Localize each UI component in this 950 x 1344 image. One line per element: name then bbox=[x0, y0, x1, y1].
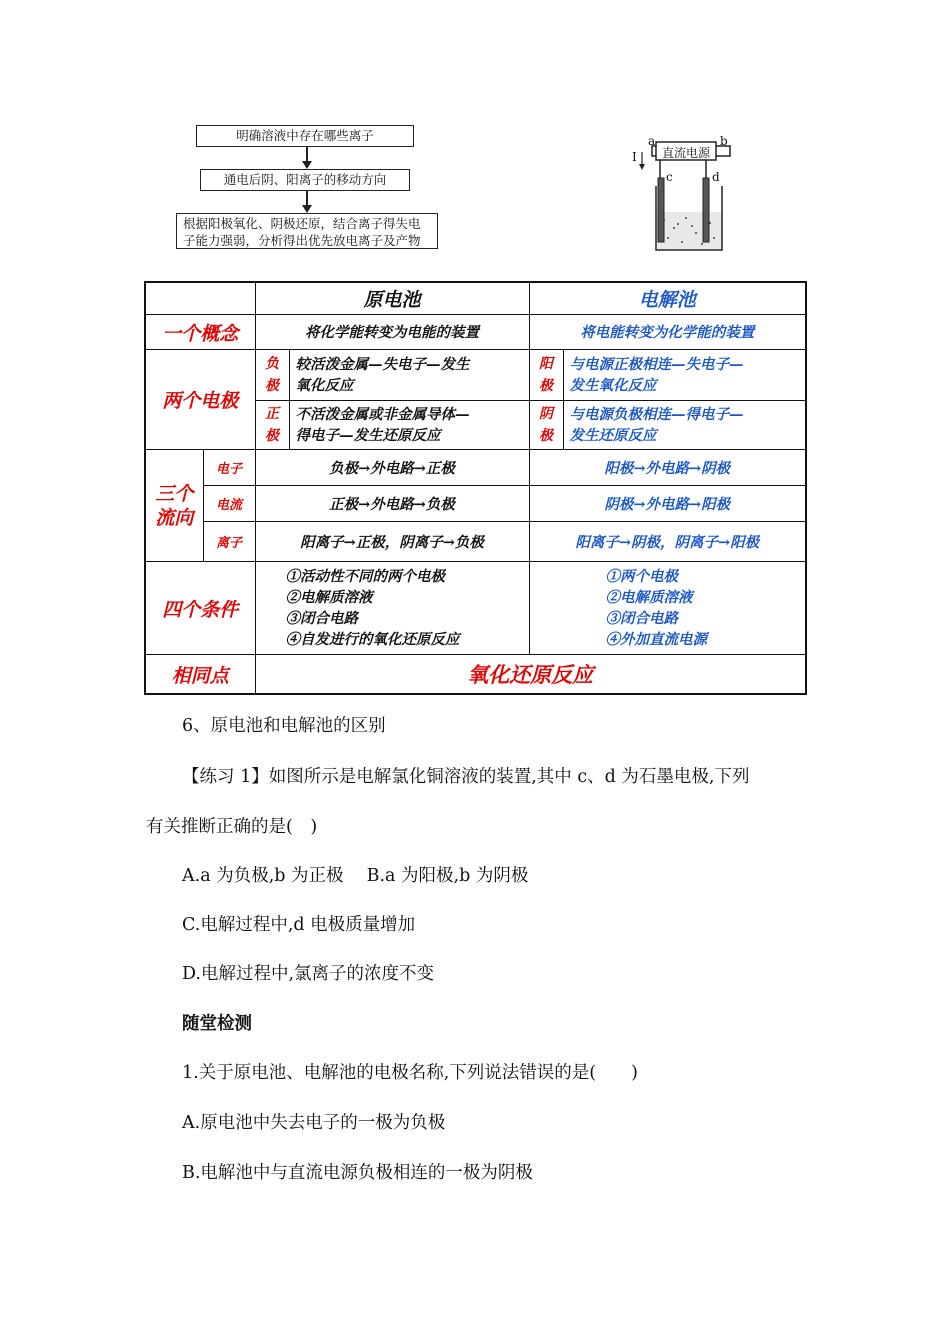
power-supply-label: 直流电源 bbox=[662, 146, 711, 160]
condition-item: ①活动性不同的两个电极 bbox=[285, 568, 445, 585]
terminal-b-label: b bbox=[720, 134, 728, 148]
electrode-row-1 bbox=[145, 350, 806, 401]
condition-item: ④自发进行的氧化还原反应 bbox=[285, 631, 460, 648]
flows-label: 三个流向 bbox=[145, 450, 203, 562]
flow-arrow-1 bbox=[176, 147, 438, 169]
flow-step-3-line-2: 子能力强弱，分析得出优先放电离子及产物 bbox=[183, 233, 421, 248]
quiz-option-b: B.电解池中与直流电源负极相连的一极为阴极 bbox=[182, 1163, 533, 1183]
same-row bbox=[145, 655, 806, 695]
table-corner bbox=[145, 282, 255, 315]
conditions-electrolytic bbox=[529, 562, 806, 655]
concept-label: 一个概念 bbox=[145, 315, 255, 350]
exercise-question-line-1: 【练习 1】如图所示是电解氯化铜溶液的装置,其中 c、d 为石墨电极,下列 bbox=[182, 767, 750, 787]
flow-step-1: 明确溶液中存在哪些离子 bbox=[196, 125, 414, 147]
electrode-c-label: c bbox=[666, 170, 673, 184]
conditions-galvanic bbox=[255, 562, 529, 655]
electron-galvanic: 负极→外电路→正极 bbox=[255, 450, 529, 486]
positive-electrode-text: 不活泼金属或非金属导体— 得电子—发生还原反应 bbox=[289, 401, 529, 450]
flow-row-electron bbox=[145, 450, 806, 486]
electrode-d-label: d bbox=[712, 170, 720, 184]
electrolysis-apparatus bbox=[630, 134, 740, 258]
current-label: I bbox=[632, 150, 637, 164]
current-flow-label: 电流 bbox=[203, 486, 255, 522]
cathode-label: 阴极 bbox=[529, 401, 563, 450]
electron-label: 电子 bbox=[203, 450, 255, 486]
quiz-option-a: A.原电池中失去电子的一极为负极 bbox=[182, 1113, 446, 1133]
header-galvanic: 原电池 bbox=[255, 282, 529, 315]
concept-row bbox=[145, 315, 806, 350]
flow-arrow-2 bbox=[176, 191, 438, 213]
concept-galvanic: 将化学能转变为电能的装置 bbox=[255, 315, 529, 350]
condition-item: ③闭合电路 bbox=[605, 610, 679, 627]
header-electrolytic: 电解池 bbox=[529, 282, 806, 315]
electrodes-label: 两个电极 bbox=[145, 350, 255, 450]
exercise-option-ab: A.a 为负极,b 为正极 B.a 为阳极,b 为阴极 bbox=[182, 866, 529, 886]
condition-item: ②电解质溶液 bbox=[605, 589, 693, 606]
exercise-option-c: C.电解过程中,d 电极质量增加 bbox=[182, 915, 416, 935]
flow-step-3-line-1: 根据阳极氧化、阴极还原，结合离子得失电 bbox=[183, 216, 421, 231]
table-header-row bbox=[145, 282, 806, 315]
ion-label: 离子 bbox=[203, 522, 255, 562]
quiz-question-1: 1.关于原电池、电解池的电极名称,下列说法错误的是( ) bbox=[182, 1063, 638, 1083]
electron-electrolytic: 阳极→外电路→阴极 bbox=[529, 450, 806, 486]
same-value: 氧化还原反应 bbox=[255, 655, 806, 695]
exercise-option-d: D.电解过程中,氯离子的浓度不变 bbox=[182, 964, 435, 984]
condition-item: ③闭合电路 bbox=[285, 610, 358, 627]
concept-electrolytic: 将电能转变为化学能的装置 bbox=[529, 315, 806, 350]
conditions-label: 四个条件 bbox=[145, 562, 255, 655]
flow-row-current bbox=[145, 486, 806, 522]
quiz-title: 随堂检测 bbox=[182, 1014, 252, 1034]
current-galvanic: 正极→外电路→负极 bbox=[255, 486, 529, 522]
anode-text: 与电源正极相连—失电子— 发生氧化反应 bbox=[563, 350, 806, 401]
condition-item: ④外加直流电源 bbox=[605, 631, 708, 648]
anode-label: 阳极 bbox=[529, 350, 563, 401]
negative-electrode-text: 较活泼金属—失电子—发生 氧化反应 bbox=[289, 350, 529, 401]
flow-step-3 bbox=[176, 213, 438, 249]
condition-item: ②电解质溶液 bbox=[285, 589, 373, 606]
flowchart bbox=[176, 125, 438, 249]
exercise-question-line-2: 有关推断正确的是( ) bbox=[146, 817, 318, 837]
flow-row-ion bbox=[145, 522, 806, 562]
conditions-row bbox=[145, 562, 806, 655]
terminal-a-label: a bbox=[648, 134, 656, 148]
ion-electrolytic: 阳离子→阴极，阴离子→阳极 bbox=[529, 522, 806, 562]
cathode-text: 与电源负极相连—得电子— 发生还原反应 bbox=[563, 401, 806, 450]
condition-item: ①两个电极 bbox=[605, 568, 679, 585]
negative-electrode-label: 负极 bbox=[255, 350, 289, 401]
positive-electrode-label: 正极 bbox=[255, 401, 289, 450]
ion-galvanic: 阳离子→正极，阴离子→负极 bbox=[255, 522, 529, 562]
current-electrolytic: 阴极→外电路→阳极 bbox=[529, 486, 806, 522]
same-label: 相同点 bbox=[145, 655, 255, 695]
section-heading: 6、原电池和电解池的区别 bbox=[182, 716, 386, 736]
flow-step-2: 通电后阴、阳离子的移动方向 bbox=[200, 169, 410, 191]
comparison-table bbox=[144, 281, 807, 695]
